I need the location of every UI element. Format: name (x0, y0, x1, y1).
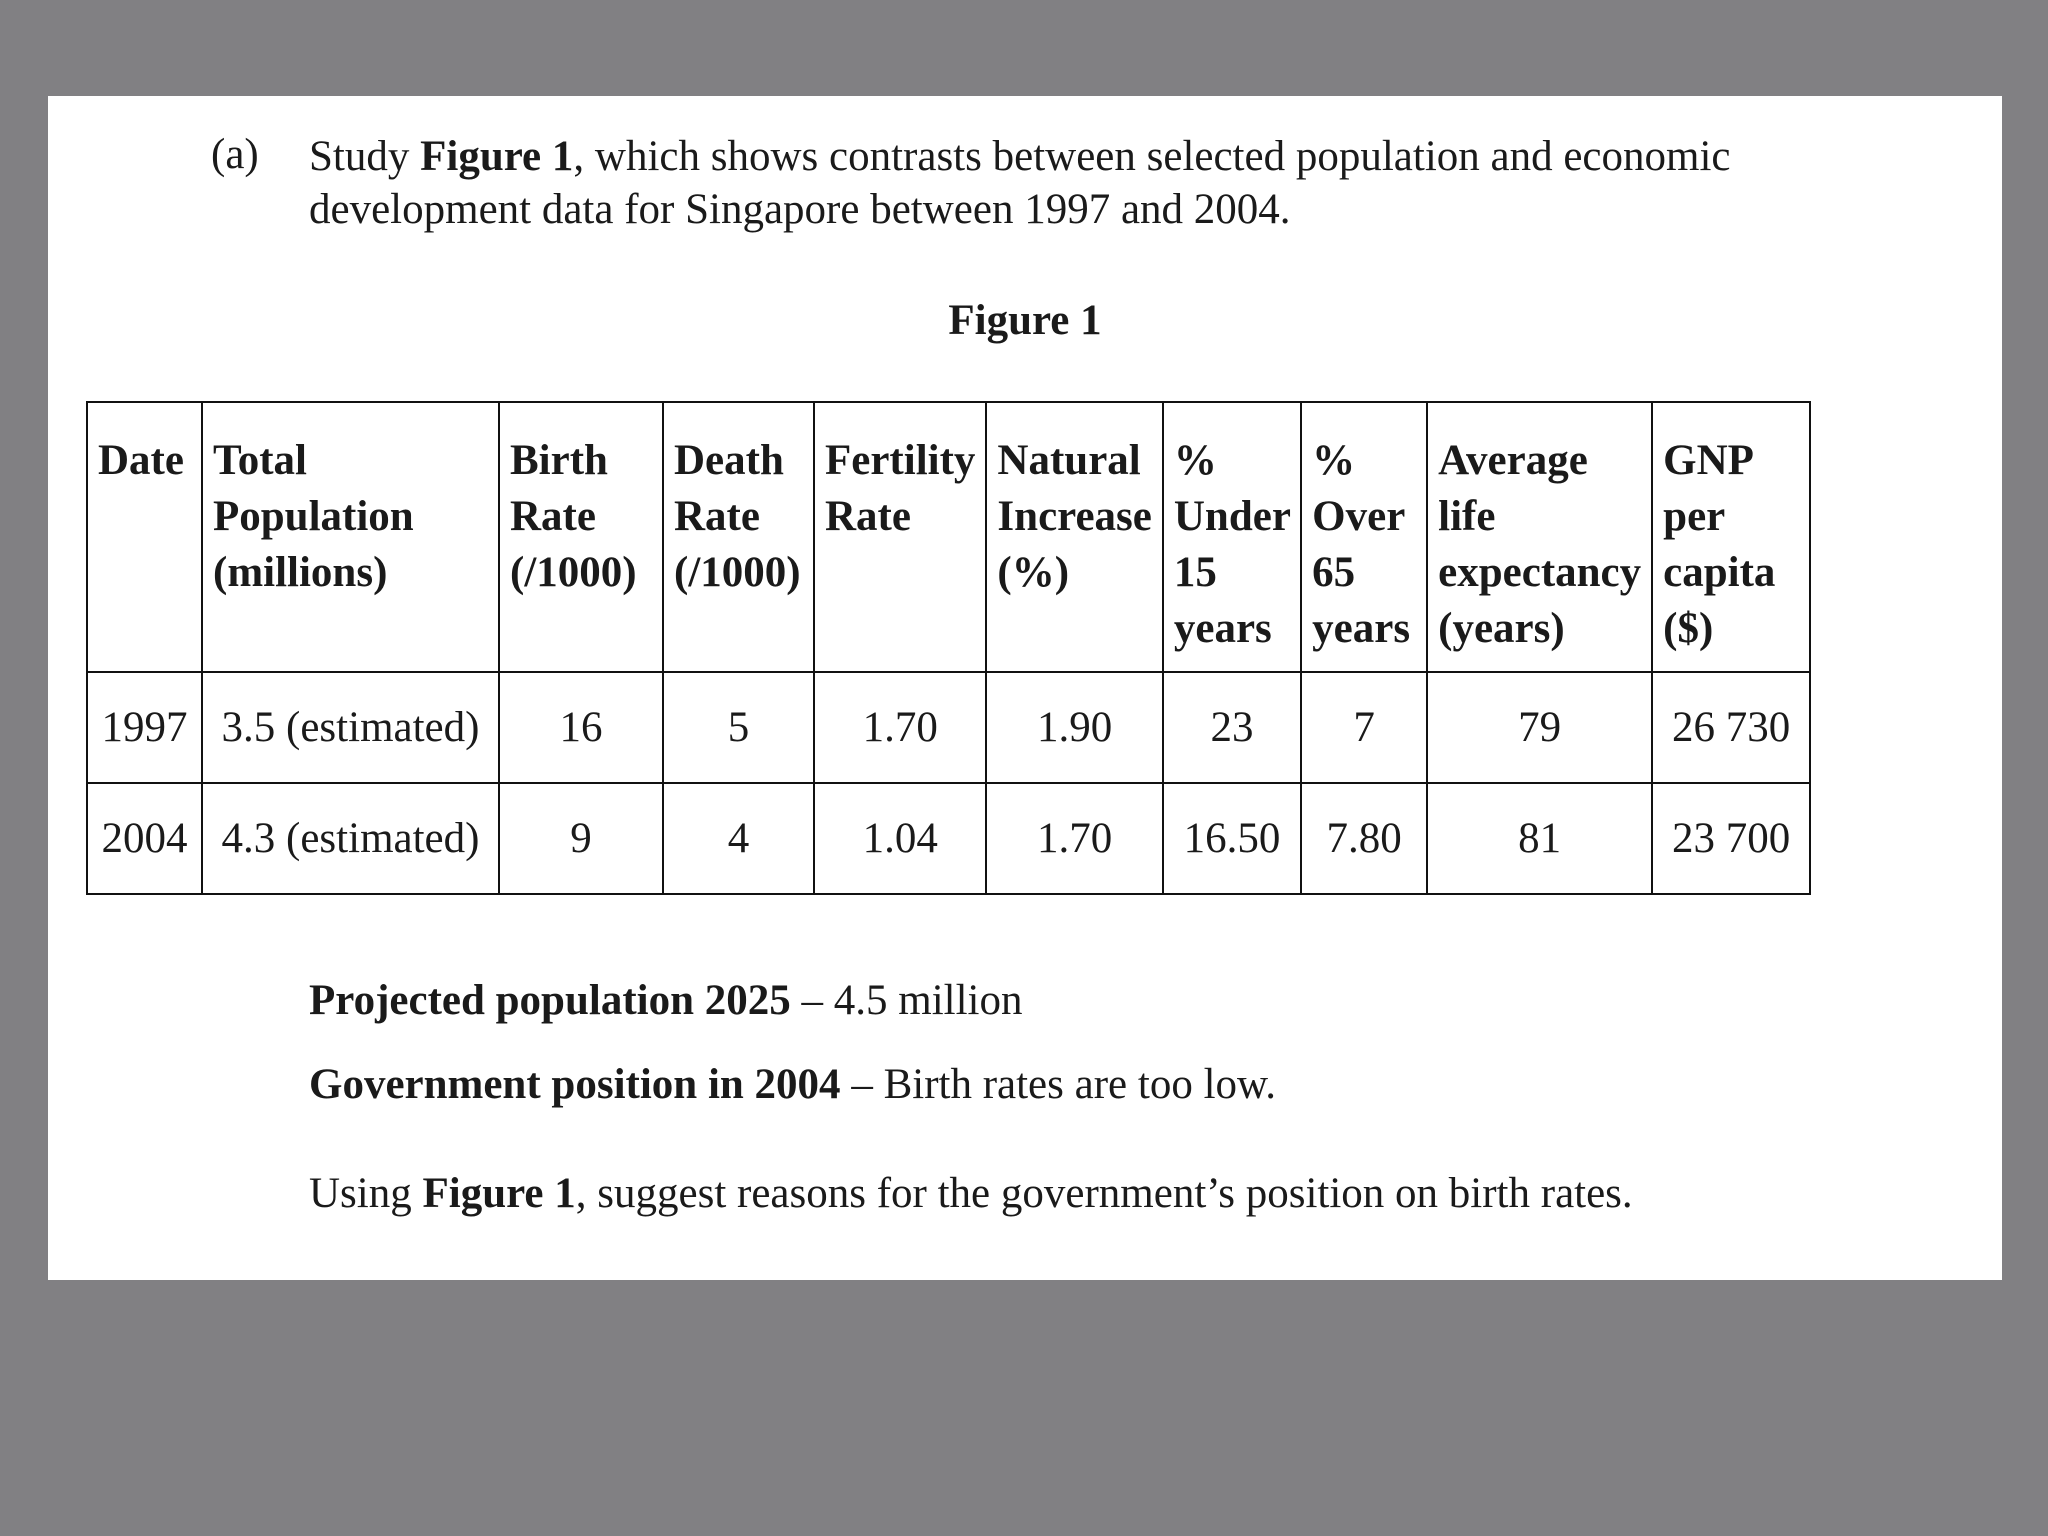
cell-over-65: 7 (1301, 672, 1427, 783)
position-value: – Birth rates are too low. (840, 1061, 1277, 1108)
cell-total-population: 4.3 (estimated) (202, 783, 499, 894)
cell-fertility-rate: 1.04 (814, 783, 986, 894)
header-over-65: % Over 65 years (1301, 402, 1427, 672)
cell-gnp-per-capita: 26 730 (1652, 672, 1810, 783)
question-text-start: Study (309, 133, 421, 180)
question-text-end: , which shows contrasts between selected population and economic development data for Singapore between 1997 and 2004. (309, 133, 1731, 233)
cell-natural-increase: 1.70 (986, 783, 1162, 894)
projection-value: – 4.5 million (790, 977, 1023, 1024)
header-under-15: % Under 15 years (1163, 402, 1301, 672)
question-figure-ref: Figure 1 (420, 133, 574, 180)
cell-birth-rate: 9 (499, 783, 663, 894)
government-position-note (309, 1060, 1276, 1109)
cell-date: 2004 (87, 783, 202, 894)
cell-life-expectancy: 79 (1427, 672, 1652, 783)
cell-gnp-per-capita: 23 700 (1652, 783, 1810, 894)
header-total-population: Total Population (millions) (202, 402, 499, 672)
header-life-expectancy: Average life expectancy (years) (1427, 402, 1652, 672)
table-row (87, 672, 1810, 783)
cell-date: 1997 (87, 672, 202, 783)
cell-natural-increase: 1.90 (986, 672, 1162, 783)
question-text (309, 130, 1929, 236)
task-text-start: Using (309, 1170, 423, 1217)
task-figure-ref: Figure 1 (422, 1170, 576, 1217)
cell-over-65: 7.80 (1301, 783, 1427, 894)
header-birth-rate: Birth Rate (/1000) (499, 402, 663, 672)
task-text-end: , suggest reasons for the government’s position on birth rates. (575, 1170, 1633, 1217)
cell-under-15: 16.50 (1163, 783, 1301, 894)
projected-population-note (309, 976, 1023, 1025)
header-gnp-per-capita: GNP per capita ($) (1652, 402, 1810, 672)
table-header-row (87, 402, 1810, 672)
header-death-rate: Death Rate (/1000) (663, 402, 814, 672)
header-natural-increase: Natural Increase (%) (986, 402, 1162, 672)
header-fertility-rate: Fertility Rate (814, 402, 986, 672)
population-data-table (86, 401, 1811, 895)
cell-death-rate: 4 (663, 783, 814, 894)
figure-title: Figure 1 (948, 297, 1102, 344)
position-label: Government position in 2004 (309, 1061, 841, 1108)
cell-under-15: 23 (1163, 672, 1301, 783)
exam-page (48, 96, 2002, 1280)
cell-total-population: 3.5 (estimated) (202, 672, 499, 783)
table-row (87, 783, 1810, 894)
header-date: Date (87, 402, 202, 672)
cell-fertility-rate: 1.70 (814, 672, 986, 783)
cell-death-rate: 5 (663, 672, 814, 783)
cell-birth-rate: 16 (499, 672, 663, 783)
question-label: (a) (211, 131, 259, 178)
cell-life-expectancy: 81 (1427, 783, 1652, 894)
task-instruction (309, 1169, 1633, 1218)
projection-label: Projected population 2025 (309, 977, 791, 1024)
